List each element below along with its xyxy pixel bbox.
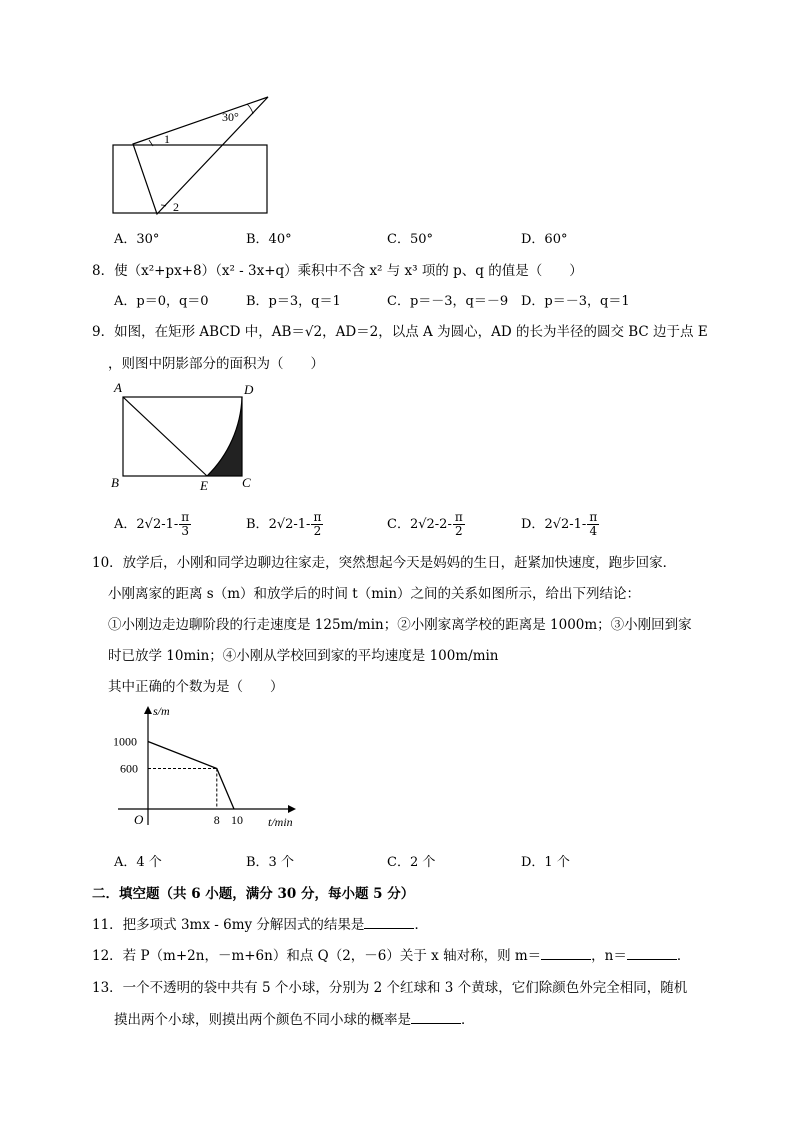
- q9-option-c-letter: C．: [387, 517, 410, 532]
- q13-line2-text: 摸出两个小球，则摸出两个颜色不同小球的概率是: [114, 1012, 411, 1028]
- q9-stem-line1: 9．如图，在矩形 ABCD 中，AB＝√2，AD＝2，以点 A 为圆心，AD 的长为半径的圆交 BC 边于点 E: [92, 324, 708, 340]
- chart-ytick-1000: 1000: [113, 734, 137, 749]
- chart-y-axis-arrow: [144, 706, 152, 714]
- q9-option-c-den: 2: [454, 524, 463, 538]
- q12: [92, 944, 690, 964]
- q9-option-b-expr: 2√2-1-: [268, 517, 311, 532]
- chart-xtick-10: 10: [231, 813, 243, 827]
- q7-figure: [105, 88, 280, 218]
- q13-end: ．: [461, 1012, 475, 1028]
- q9-option-c-num: π: [454, 510, 463, 524]
- q9-label-a: A: [114, 380, 122, 395]
- q9-label-b: B: [111, 475, 119, 490]
- q8-stem: 8．使（x²+px+8）（x² - 3x+q）乘积中不含 x² 与 x³ 项的 p、q 的值是（ ）: [92, 263, 583, 279]
- q10-line2: 小刚离家的距离 s（m）和放学后的时间 t（min）之间的关系如图所示，给出下列结论：: [108, 586, 641, 602]
- q9-option-d[interactable]: [521, 511, 599, 538]
- q9-figure: [108, 380, 258, 495]
- q10-line5: 其中正确的个数为是（ ）: [108, 679, 284, 695]
- q12-text-a: 12．若 P（m+2n，－m+6n）和点 Q（2，－6）关于 x 轴对称，则 m＝: [92, 948, 542, 964]
- chart-x-label: t/min: [268, 815, 293, 829]
- q8-option-a[interactable]: A．p＝0，q＝0: [114, 294, 209, 309]
- q13-answer-blank[interactable]: [411, 1011, 461, 1024]
- q9-option-a-letter: A．: [114, 517, 137, 532]
- q7-angle-arc: [247, 104, 253, 114]
- q9-option-d-num: π: [589, 510, 598, 524]
- q9-segment-ae: [123, 397, 207, 476]
- q11-answer-blank[interactable]: [364, 916, 414, 929]
- q9-option-b-num: π: [313, 510, 322, 524]
- q9-option-b-letter: B．: [246, 517, 269, 532]
- q9-option-a[interactable]: [114, 511, 191, 538]
- q10-option-b[interactable]: B．3 个: [246, 855, 294, 870]
- q12-end: ．: [676, 948, 691, 964]
- q9-option-c-fraction: [453, 511, 465, 538]
- q9-option-c[interactable]: [387, 511, 465, 538]
- q10-option-c[interactable]: C．2 个: [387, 855, 436, 870]
- q10-line1: 10．放学后，小刚和同学边聊边往家走，突然想起今天是妈妈的生日，赶紧加快速度，跑步回家．: [92, 555, 677, 571]
- q9-option-b[interactable]: [246, 511, 323, 538]
- q12-text-b: ，n＝: [591, 948, 627, 964]
- q9-stem-line2: ，则图中阴影部分的面积为（ ）: [108, 356, 324, 372]
- q9-option-d-fraction: [587, 511, 599, 538]
- q8-option-b[interactable]: B．p＝3，q＝1: [246, 294, 341, 309]
- q11-end: ．: [414, 917, 428, 933]
- q8-option-d[interactable]: D．p＝－3，q＝1: [521, 294, 630, 309]
- q9-option-c-expr: 2√2-2-: [409, 517, 452, 532]
- q7-option-c[interactable]: C．50°: [387, 232, 433, 247]
- q9-option-d-expr: 2√2-1-: [544, 517, 587, 532]
- q9-label-d: D: [244, 382, 254, 397]
- q7-option-a[interactable]: A．30°: [114, 232, 160, 247]
- q10-line4: 时已放学 10min；④小刚从学校回到家的平均速度是 100m/min: [108, 648, 499, 664]
- q10-option-a[interactable]: A．4 个: [114, 855, 162, 870]
- q13-line1: 13．一个不透明的袋中共有 5 个小球，分别为 2 个红球和 3 个黄球，它们除颜色外完全相同，随机: [92, 980, 688, 996]
- q9-option-b-fraction: [311, 511, 323, 538]
- q10-line3: ①小刚边走边聊阶段的行走速度是 125m/min；②小刚家离学校的距离是 1000m；③小刚回到家: [108, 617, 692, 633]
- section-2-title: 二．填空题（共 6 小题，满分 30 分，每小题 5 分）: [92, 886, 415, 902]
- q8-option-c[interactable]: C．p＝－3，q＝－9: [387, 294, 509, 309]
- q12-n-blank[interactable]: [627, 947, 677, 960]
- q11: [92, 913, 428, 933]
- chart-x-axis-arrow: [288, 805, 296, 813]
- q13-line2: [114, 1008, 475, 1028]
- q9-label-c: C: [242, 475, 251, 490]
- q7-option-d[interactable]: D．60°: [521, 232, 568, 247]
- q9-option-a-num: π: [181, 510, 190, 524]
- q7-triangle: [133, 97, 268, 214]
- q7-angle-1-label: 1: [164, 132, 170, 146]
- q9-option-d-letter: D．: [521, 517, 545, 532]
- chart-origin-label: O: [134, 812, 144, 827]
- q7-angle-2-label: 2: [173, 200, 179, 214]
- chart-xtick-8: 8: [213, 813, 220, 827]
- q9-option-b-den: 2: [313, 524, 322, 538]
- q9-option-d-den: 4: [589, 524, 598, 538]
- chart-series-line: [148, 742, 234, 810]
- chart-y-label: s/m: [153, 704, 170, 718]
- q10-option-d[interactable]: D．1 个: [521, 855, 570, 870]
- q12-m-blank[interactable]: [541, 947, 591, 960]
- q9-option-a-den: 3: [181, 524, 190, 538]
- q9-option-a-fraction: [179, 511, 191, 538]
- q10-chart: [108, 700, 308, 835]
- q9-shaded-region: [207, 397, 242, 476]
- q7-angle-30-label: 30°: [222, 110, 239, 124]
- q7-option-b[interactable]: B．40°: [246, 232, 292, 247]
- q11-text: 11．把多项式 3mx - 6my 分解因式的结果是: [92, 917, 365, 933]
- q9-label-e: E: [200, 478, 208, 493]
- chart-ytick-600: 600: [120, 761, 138, 776]
- q9-option-a-expr: 2√2-1-: [136, 517, 179, 532]
